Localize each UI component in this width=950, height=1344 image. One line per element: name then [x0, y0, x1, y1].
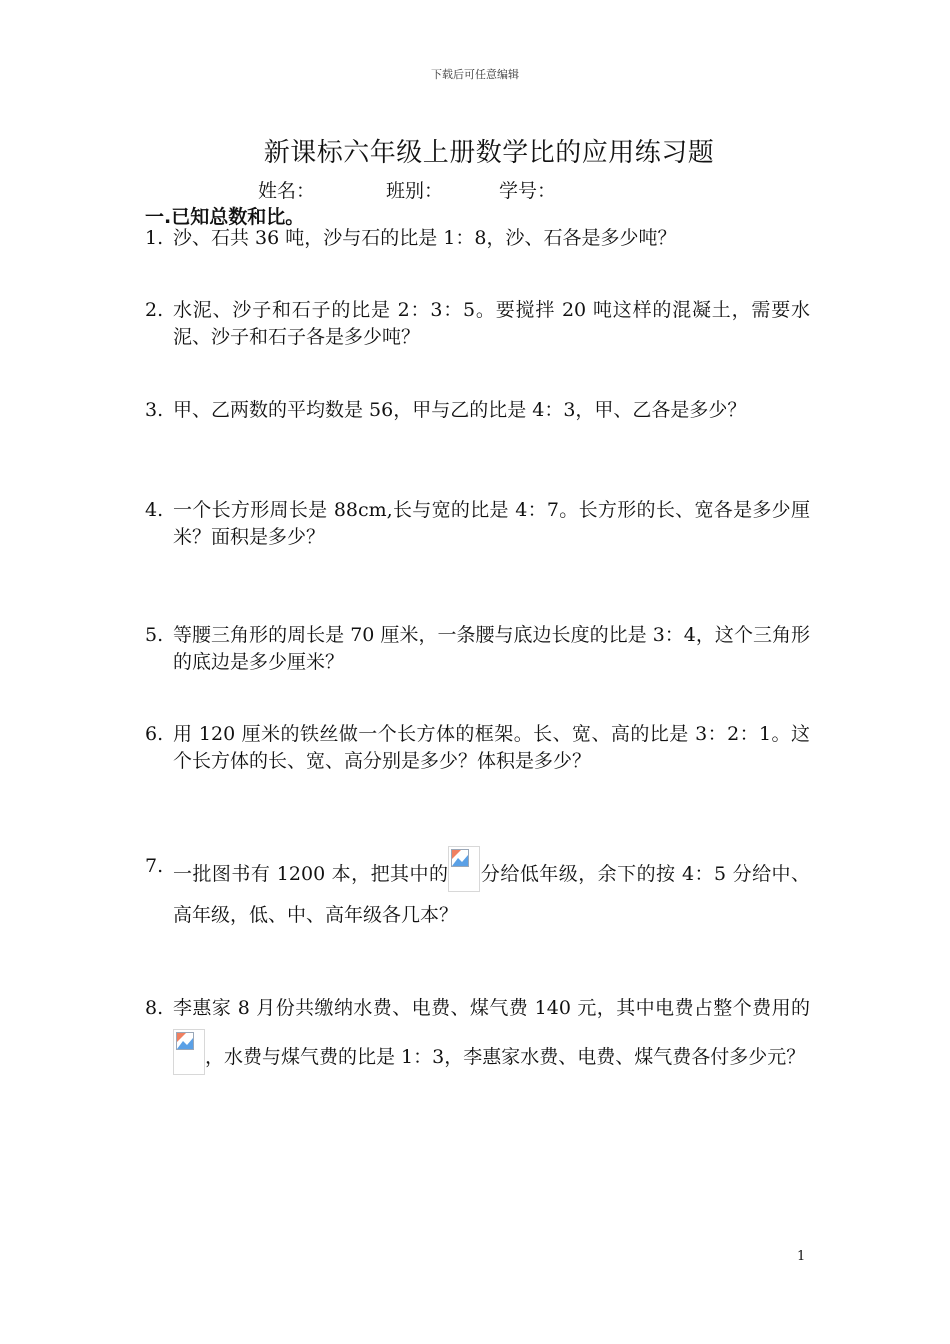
question-text-after: 分给低年级，余下的按 4：5 分给中、高年级，低、中、高年级各几本？ — [173, 863, 810, 926]
question-1 — [145, 225, 810, 252]
question-text: 水泥、沙子和石子的比是 2：3：5。要搅拌 20 吨这样的混凝土，需要水泥、沙子和石子各是多少吨？ — [173, 299, 810, 348]
question-7 — [145, 846, 810, 936]
question-number: 7. — [145, 855, 164, 877]
page-number: 1 — [797, 1249, 806, 1264]
broken-image-icon — [173, 1029, 205, 1075]
header-note: 下载后可任意编辑 — [431, 68, 519, 81]
question-number: 3. — [145, 399, 164, 421]
class-label: 班别： — [386, 180, 444, 202]
question-2 — [145, 297, 810, 351]
question-number: 6. — [145, 723, 164, 745]
question-number: 8. — [145, 997, 164, 1019]
student-id-label: 学号： — [499, 180, 557, 202]
page-title: 新课标六年级上册数学比的应用练习题 — [263, 138, 715, 168]
question-text — [173, 846, 810, 936]
question-text-before: 李惠家 8 月份共缴纳水费、电费、煤气费 140 元，其中电费占整个费用的 — [173, 997, 810, 1019]
question-text: 一个长方形周长是 88cm,长与宽的比是 4：7。长方形的长、宽各是多少厘米？面积是多少？ — [173, 499, 810, 548]
broken-image-icon — [448, 846, 480, 892]
question-5 — [145, 622, 810, 676]
question-number: 2. — [145, 299, 164, 321]
question-number: 1. — [145, 227, 164, 249]
question-6 — [145, 721, 810, 775]
question-text-after: ，水费与煤气费的比是 1：3，李惠家水费、电费、煤气费各付多少元？ — [205, 1046, 806, 1068]
question-text — [173, 988, 810, 1078]
question-3 — [145, 397, 810, 424]
question-text: 用 120 厘米的铁丝做一个长方体的框架。长、宽、高的比是 3：2：1。这个长方体的长、宽、高分别是多少？体积是多少？ — [173, 723, 810, 772]
question-4 — [145, 497, 810, 551]
question-text: 等腰三角形的周长是 70 厘米，一条腰与底边长度的比是 3：4，这个三角形的底边是多少厘米？ — [173, 624, 810, 673]
question-text-before: 一批图书有 1200 本，把其中的 — [173, 863, 449, 885]
question-text: 沙、石共 36 吨，沙与石的比是 1：8，沙、石各是多少吨？ — [173, 227, 677, 249]
student-info-line — [258, 176, 556, 203]
section-heading: 一.已知总数和比。 — [145, 206, 305, 228]
question-number: 4. — [145, 499, 164, 521]
question-number: 5. — [145, 624, 164, 646]
name-label: 姓名： — [258, 180, 316, 202]
question-text: 甲、乙两数的平均数是 56，甲与乙的比是 4：3，甲、乙各是多少？ — [173, 399, 747, 421]
question-8 — [145, 988, 810, 1078]
